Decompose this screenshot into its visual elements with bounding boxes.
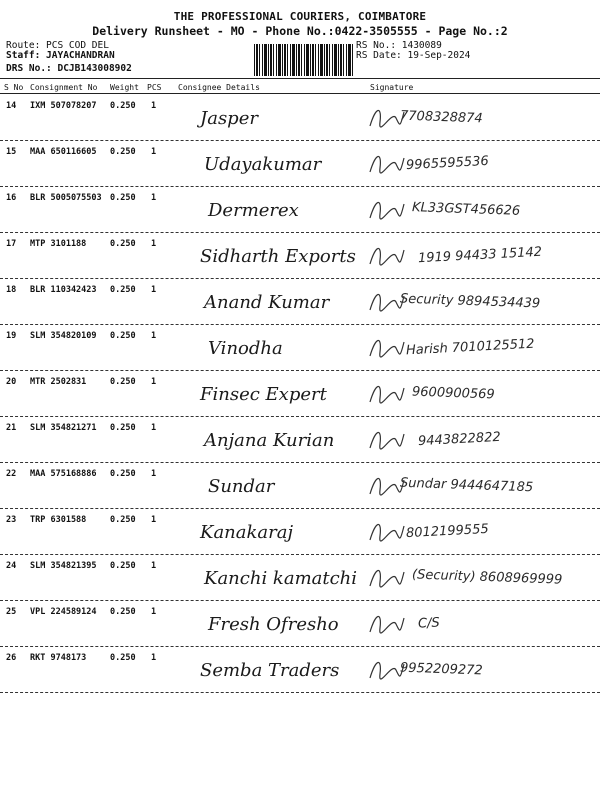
- row-consignment-number: SLM 354821271: [30, 423, 97, 433]
- row-signature: Security 9894534439: [399, 291, 541, 312]
- row-divider: [0, 416, 600, 417]
- row-pcs: 1: [151, 607, 157, 617]
- row-weight: 0.250: [110, 607, 136, 617]
- row-sno: 21: [6, 423, 17, 433]
- row-signature: 9443822822: [417, 429, 502, 450]
- row-divider: [0, 692, 600, 693]
- row-divider: [0, 324, 600, 325]
- row-consignee-name: Sundar: [208, 476, 275, 497]
- row-consignee-name: Kanakaraj: [200, 522, 294, 543]
- row-divider: [0, 186, 600, 187]
- row-signature: 8012199555: [405, 521, 490, 542]
- signature-scribble: [366, 426, 406, 456]
- row-consignee-name: Anjana Kurian: [204, 430, 335, 451]
- row-consignment-number: SLM 354821395: [30, 561, 97, 571]
- row-consignment-number: VPL 224589124: [30, 607, 97, 617]
- row-consignment-number: BLR 110342423: [30, 285, 97, 295]
- row-divider: [0, 278, 600, 279]
- row-pcs: 1: [151, 515, 157, 525]
- row-pcs: 1: [151, 101, 157, 111]
- signature-scribble: [366, 150, 406, 180]
- row-consignee-name: Fresh Ofresho: [208, 614, 339, 635]
- row-sno: 14: [6, 101, 17, 111]
- row-pcs: 1: [151, 193, 157, 203]
- rs-date: RS Date: 19-Sep-2024: [356, 50, 471, 61]
- route-label: Route: PCS COD DEL: [6, 40, 109, 51]
- row-consignment-number: TRP 6301588: [30, 515, 87, 525]
- row-signature: KL33GST456626: [411, 200, 521, 219]
- row-signature: 1919 94433 15142: [417, 244, 543, 267]
- row-signature: 9600900569: [411, 384, 495, 403]
- row-weight: 0.250: [110, 515, 136, 525]
- row-sno: 23: [6, 515, 17, 525]
- row-pcs: 1: [151, 377, 157, 387]
- column-header-signature: Signature: [370, 83, 414, 92]
- row-consignment-number: RKT 9748173: [30, 653, 87, 663]
- row-signature: 9952209272: [399, 660, 483, 679]
- row-signature: Harish 7010125512: [405, 336, 535, 359]
- row-weight: 0.250: [110, 469, 136, 479]
- row-divider: [0, 508, 600, 509]
- row-consignee-name: Jasper: [200, 108, 258, 129]
- signature-scribble: [366, 288, 406, 318]
- row-weight: 0.250: [110, 193, 136, 203]
- row-sno: 22: [6, 469, 17, 479]
- row-consignee-name: Finsec Expert: [200, 384, 327, 405]
- row-sno: 16: [6, 193, 17, 203]
- signature-scribble: [366, 104, 406, 134]
- row-sno: 25: [6, 607, 17, 617]
- row-sno: 18: [6, 285, 17, 295]
- row-divider: [0, 646, 600, 647]
- row-sno: 26: [6, 653, 17, 663]
- row-pcs: 1: [151, 147, 157, 157]
- column-header-sno: S No: [4, 83, 24, 92]
- row-weight: 0.250: [110, 377, 136, 387]
- row-sno: 19: [6, 331, 17, 341]
- row-weight: 0.250: [110, 147, 136, 157]
- signature-scribble: [366, 472, 406, 502]
- signature-scribble: [366, 610, 406, 640]
- signature-scribble: [366, 196, 406, 226]
- row-divider: [0, 370, 600, 371]
- row-signature: 7708328874: [399, 108, 483, 127]
- runsheet-subtitle: Delivery Runsheet - MO - Phone No.:0422-3505555 - Page No.:2: [92, 24, 508, 38]
- row-consignee-name: Semba Traders: [200, 660, 340, 681]
- row-sno: 15: [6, 147, 17, 157]
- row-pcs: 1: [151, 423, 157, 433]
- row-weight: 0.250: [110, 239, 136, 249]
- row-pcs: 1: [151, 239, 157, 249]
- header-rule-bottom: [0, 93, 600, 94]
- row-pcs: 1: [151, 561, 157, 571]
- row-consignment-number: MTP 3101188: [30, 239, 87, 249]
- row-divider: [0, 554, 600, 555]
- row-consignee-name: Dermerex: [208, 200, 299, 221]
- row-consignment-number: BLR 5005075503: [30, 193, 102, 203]
- row-consignee-name: Udayakumar: [204, 154, 322, 175]
- column-header-weight: Weight: [110, 83, 139, 92]
- row-consignment-number: IXM 507078207: [30, 101, 97, 111]
- row-sno: 24: [6, 561, 17, 571]
- rs-number: RS No.: 1430089: [356, 40, 442, 51]
- row-signature: 9965595536: [405, 153, 490, 174]
- row-weight: 0.250: [110, 561, 136, 571]
- signature-scribble: [366, 656, 406, 686]
- row-weight: 0.250: [110, 285, 136, 295]
- column-header-pcs: PCS: [147, 83, 162, 92]
- row-pcs: 1: [151, 653, 157, 663]
- header-rule-top: [0, 78, 600, 79]
- row-divider: [0, 600, 600, 601]
- drs-number: DRS No.: DCJB143008902: [6, 63, 132, 74]
- runsheet-title: THE PROFESSIONAL COURIERS, COIMBATORE: [173, 10, 427, 23]
- row-weight: 0.250: [110, 653, 136, 663]
- row-divider: [0, 140, 600, 141]
- signature-scribble: [366, 380, 406, 410]
- column-header-consignment: Consignment No: [30, 83, 98, 92]
- row-weight: 0.250: [110, 331, 136, 341]
- row-consignment-number: MAA 575168886: [30, 469, 97, 479]
- barcode: [254, 44, 354, 76]
- row-consignee-name: Sidharth Exports: [200, 246, 356, 267]
- row-divider: [0, 232, 600, 233]
- row-pcs: 1: [151, 469, 157, 479]
- row-sno: 17: [6, 239, 17, 249]
- signature-scribble: [366, 242, 406, 272]
- row-consignee-name: Vinodha: [208, 338, 283, 359]
- row-consignment-number: MAA 650116605: [30, 147, 97, 157]
- column-header-consignee: Consignee Details: [178, 83, 260, 92]
- row-consignee-name: Anand Kumar: [204, 292, 330, 313]
- row-consignment-number: SLM 354820109: [30, 331, 97, 341]
- signature-scribble: [366, 334, 406, 364]
- row-pcs: 1: [151, 331, 157, 341]
- staff-label: Staff: JAYACHANDRAN: [6, 50, 115, 61]
- row-signature: C/S: [417, 615, 441, 632]
- row-signature: (Security) 8608969999: [411, 567, 563, 588]
- row-divider: [0, 462, 600, 463]
- signature-scribble: [366, 518, 406, 548]
- row-sno: 20: [6, 377, 17, 387]
- row-pcs: 1: [151, 285, 157, 295]
- row-consignee-name: Kanchi kamatchi: [204, 568, 358, 589]
- row-consignment-number: MTR 2502831: [30, 377, 87, 387]
- row-signature: Sundar 9444647185: [399, 475, 534, 496]
- row-weight: 0.250: [110, 101, 136, 111]
- signature-scribble: [366, 564, 406, 594]
- row-weight: 0.250: [110, 423, 136, 433]
